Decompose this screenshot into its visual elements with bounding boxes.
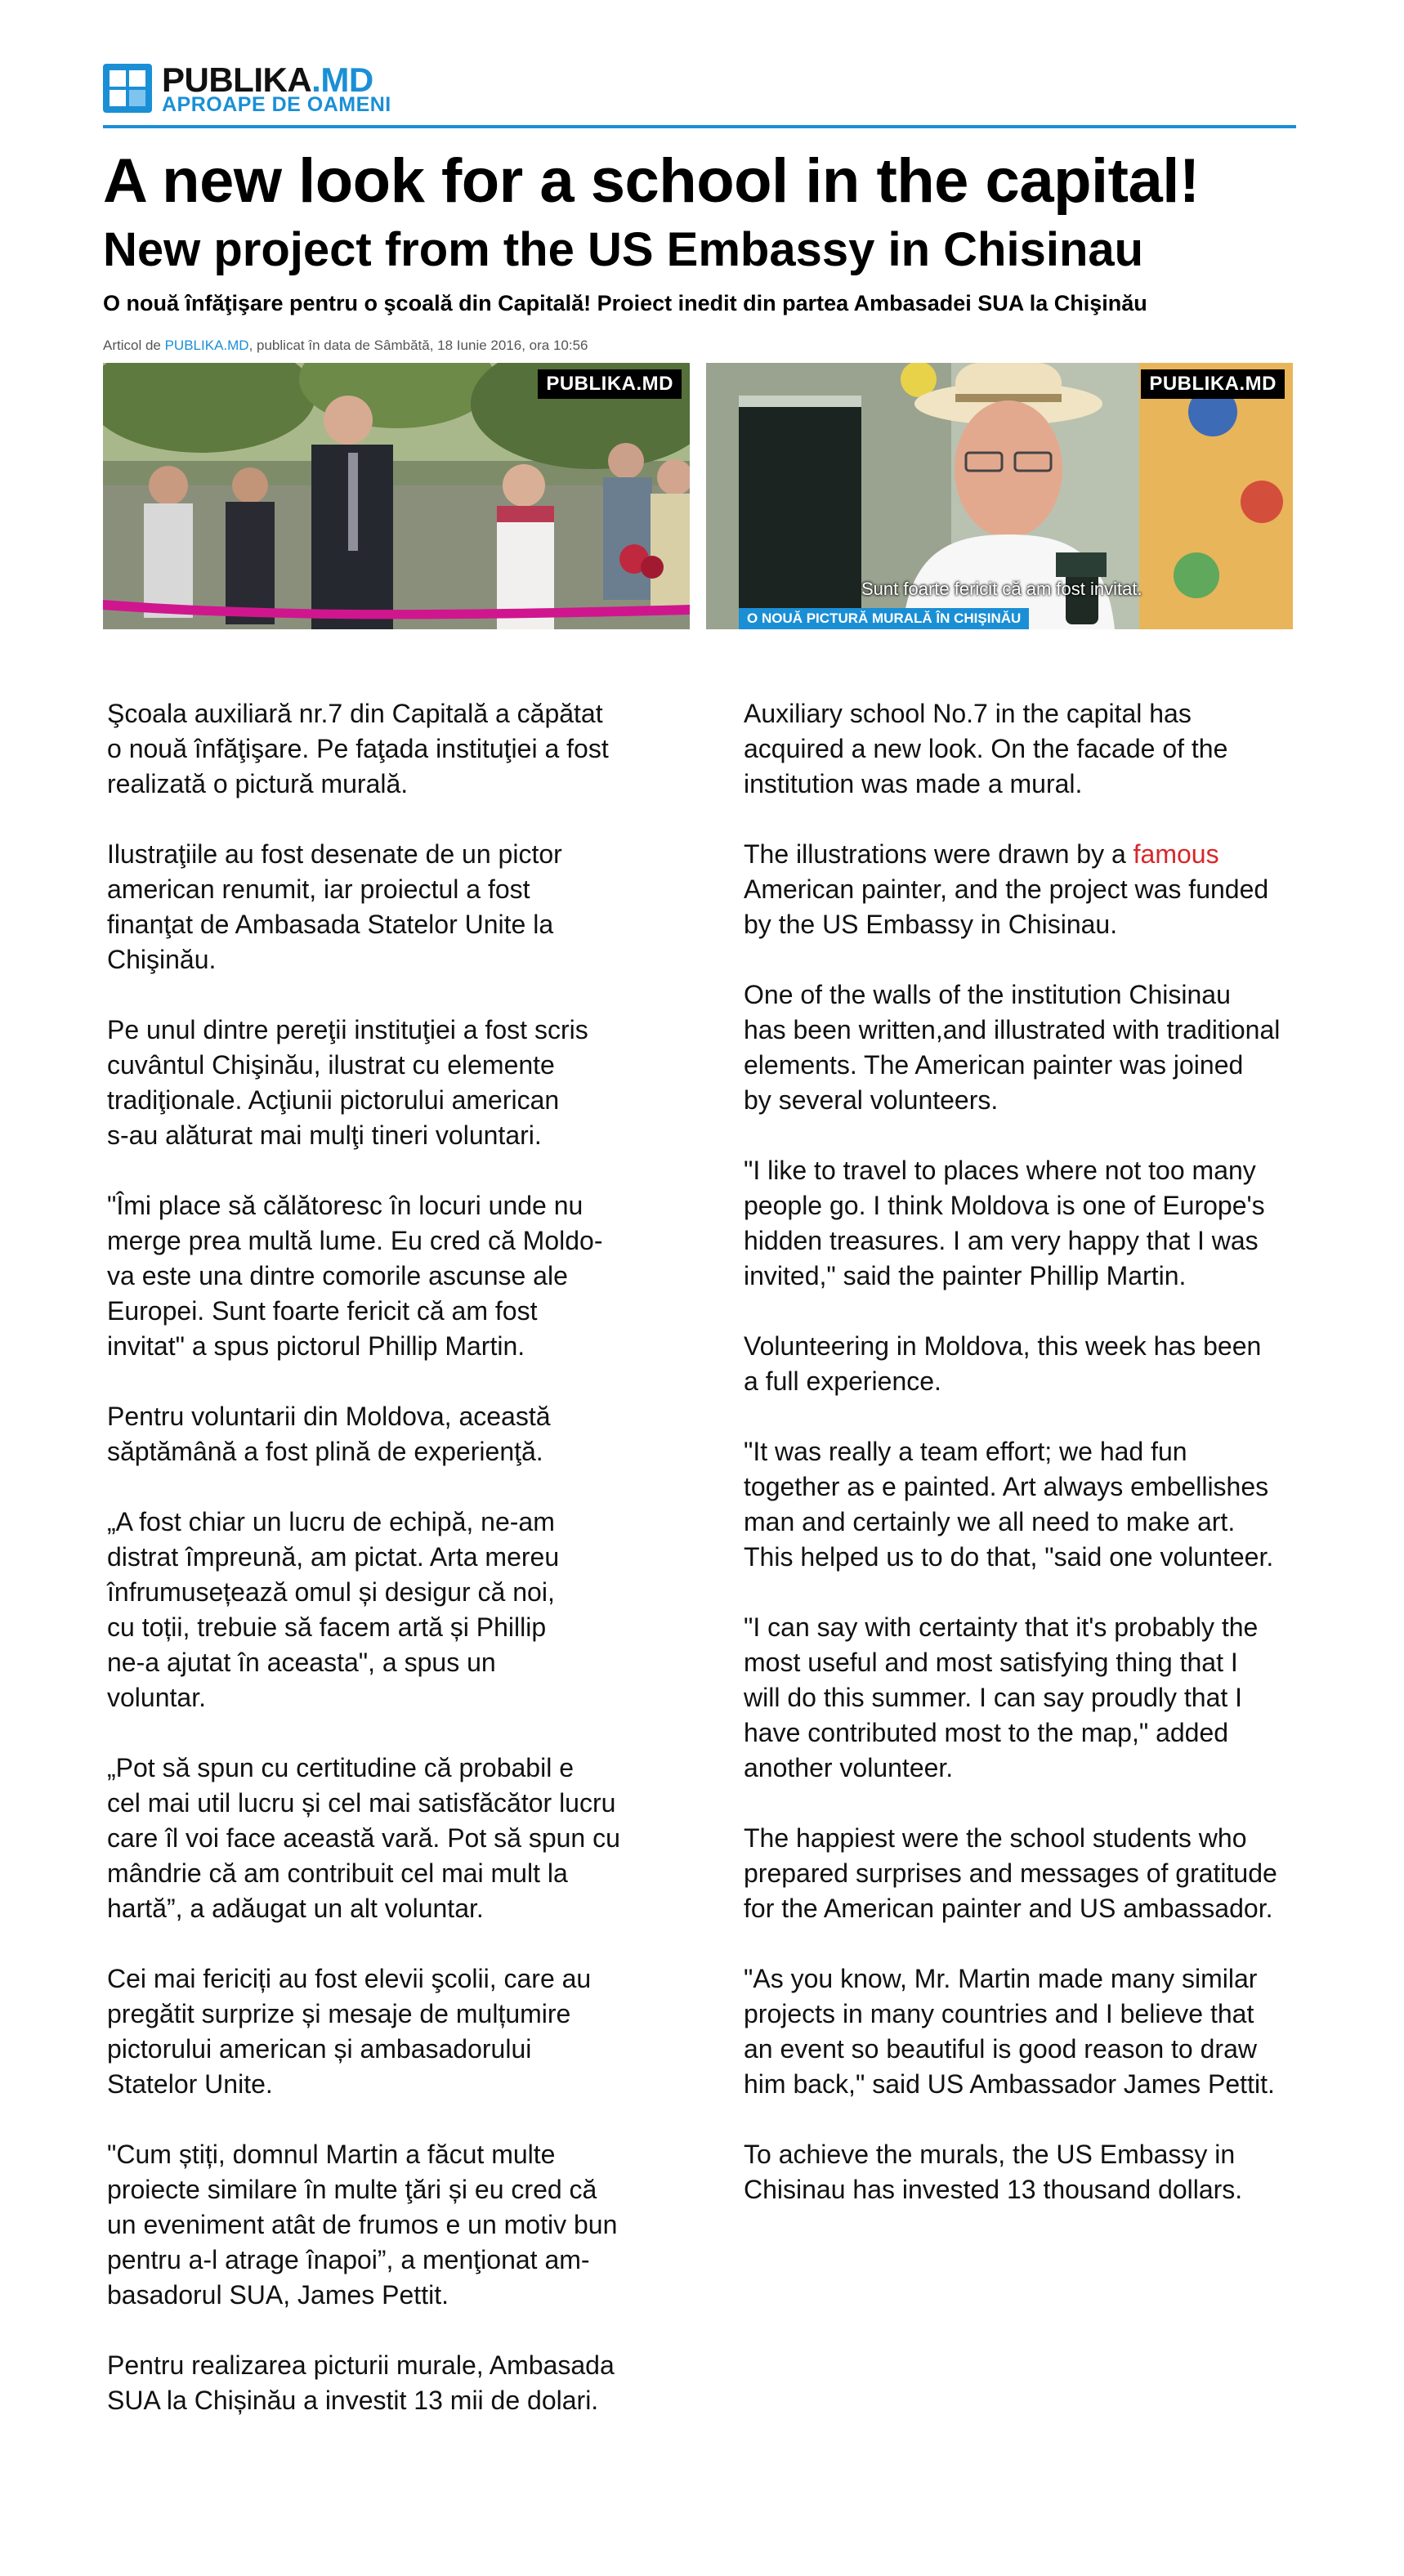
paragraph-en-10: To achieve the murals, the US Embassy in Chisinau has invested 13 thousand dollars. <box>744 2140 1243 2204</box>
photo-badge: PUBLIKA.MD <box>1141 369 1285 399</box>
site-tagline: APROAPE DE OAMENI <box>162 93 391 116</box>
paragraph-en-3: One of the walls of the institution Chisinau has been written,and illustrated with traditional elements. The American painter was joined by several volunteers. <box>744 980 1281 1115</box>
photo-painter-interview <box>706 363 1293 629</box>
logo-domain: .MD <box>311 60 373 99</box>
paragraph-en-6: "It was really a team effort; we had fun together as e painted. Art always embellishes man and certainly we all need to make art. This helped us to do that, "said one volunteer. <box>744 1437 1274 1572</box>
paragraph-en-7: "I can say with certainty that it's probably the most useful and most satisfying thing that I will do this summer. I can say proudly that I have contributed most to the map," added another volunteer. <box>744 1612 1259 1782</box>
paragraph-ro-3: Pe unul dintre pereţii instituţiei a fost scris cuvântul Chişinău, ilustrat cu elemente tradiţionale. Acţiunii pictorului american s-au alăturat mai mulţi tineri voluntari. <box>107 1015 588 1150</box>
paragraph-en-1: Auxiliary school No.7 in the capital has acquired a new look. On the facade of the institution was made a mural. <box>744 699 1228 798</box>
paragraph-en-8: The happiest were the school students who prepared surprises and messages of gratitude for the American painter and US ambassador. <box>744 1823 1277 1923</box>
photo-badge: PUBLIKA.MD <box>538 369 682 399</box>
video-subtitle: Sunt foarte fericit că am fost invitat. <box>861 579 1142 599</box>
paragraph-ro-9: "Cum știți, domnul Martin a făcut multe proiecte similare în multe ţări și eu cred că un eveniment atât de frumos e un motiv bun pentru a-l atrage înapoi”, a menţionat am- basadorul SUA, James Pettit. <box>107 2140 618 2310</box>
photo-ribbon-cutting <box>103 363 690 629</box>
byline-prefix: Articol de <box>103 338 165 353</box>
ribbon-cutting-image <box>103 363 690 629</box>
logo-name: PUBLIKA <box>162 60 312 99</box>
paragraph-ro-2: Ilustraţiile au fost desenate de un pictor american renumit, iar proiectul a fost finanţat de Ambasada Statelor Unite la Chişinău. <box>107 839 562 974</box>
paragraph-ro-8: Cei mai fericiți au fost elevii şcolii, care au pregătit surprize și mesaje de mulțumire pictorului american și ambasadorului Statelor Unite. <box>107 1964 592 2099</box>
publika-logo-icon[interactable] <box>103 64 152 113</box>
header-divider <box>103 125 1296 128</box>
paragraph-en-2-end: American painter, and the project was funded by the US Embassy in Chisinau. <box>744 874 1269 939</box>
paragraph-ro-10: Pentru realizarea picturii murale, Ambasada SUA la Chișinău a investit 13 mii de dolari. <box>107 2350 615 2415</box>
highlighted-word: famous <box>1133 839 1219 869</box>
romanian-text-column <box>107 696 712 2453</box>
article-subtitle-romanian: O nouă înfăţişare pentru o şcoală din Capitală! Proiect inedit din partea Ambasadei SUA la Chişinău <box>103 291 1147 315</box>
byline-date: , publicat în data de Sâmbătă, 18 Iunie 2016, ora 10:56 <box>248 338 588 353</box>
paragraph-en-2 <box>744 837 1348 942</box>
article-title-secondary: New project from the US Embassy in Chisinau <box>103 223 1144 276</box>
site-header <box>103 57 1296 131</box>
paragraph-ro-6: „A fost chiar un lucru de echipă, ne-am distrat împreună, am pictat. Arta mereu înfrumusețează omul și desigur că noi, cu toții, trebuie să facem artă și Phillip ne-a ajutat în aceasta", a spus un voluntar. <box>107 1507 560 1712</box>
paragraph-ro-5: Pentru voluntarii din Moldova, această săptămână a fost plină de experienţă. <box>107 1402 551 1466</box>
paragraph-ro-7: „Pot să spun cu certitudine că probabil e cel mai util lucru și cel mai satisfăcător lucru care îl voi face această vară. Pot să spun cu mândrie că am contribuit cel mai mult la hartă”, a adăugat un alt voluntar. <box>107 1753 620 1923</box>
video-caption-strip: O NOUĂ PICTURĂ MURALĂ ÎN CHIŞINĂU <box>739 608 1029 629</box>
article-byline <box>103 338 588 354</box>
paragraph-en-5: Volunteering in Moldova, this week has been a full experience. <box>744 1331 1262 1396</box>
paragraph-ro-1: Şcoala auxiliară nr.7 din Capitală a căpătat o nouă înfăţişare. Pe faţada instituţiei a fost realizată o pictură murală. <box>107 699 609 798</box>
byline-source-link[interactable]: PUBLIKA.MD <box>164 338 249 353</box>
paragraph-en-9: "As you know, Mr. Martin made many similar projects in many countries and I believe that an event so beautiful is good reason to draw him back," said US Ambassador James Pettit. <box>744 1964 1275 2099</box>
paragraph-en-2-start: The illustrations were drawn by a <box>744 839 1133 869</box>
paragraph-ro-4: "Îmi place să călătoresc în locuri unde nu merge prea multă lume. Eu cred că Moldo- va este una dintre comorile ascunse ale Europei. Sunt foarte fericit că am fost invitat" a spus pictorul Phillip Martin. <box>107 1191 603 1361</box>
english-text-column <box>744 696 1348 2243</box>
article-title: A new look for a school in the capital! <box>103 146 1200 216</box>
paragraph-en-4: "I like to travel to places where not too many people go. I think Moldova is one of Europe's hidden treasures. I am very happy that I was invited," said the painter Phillip Martin. <box>744 1156 1265 1290</box>
